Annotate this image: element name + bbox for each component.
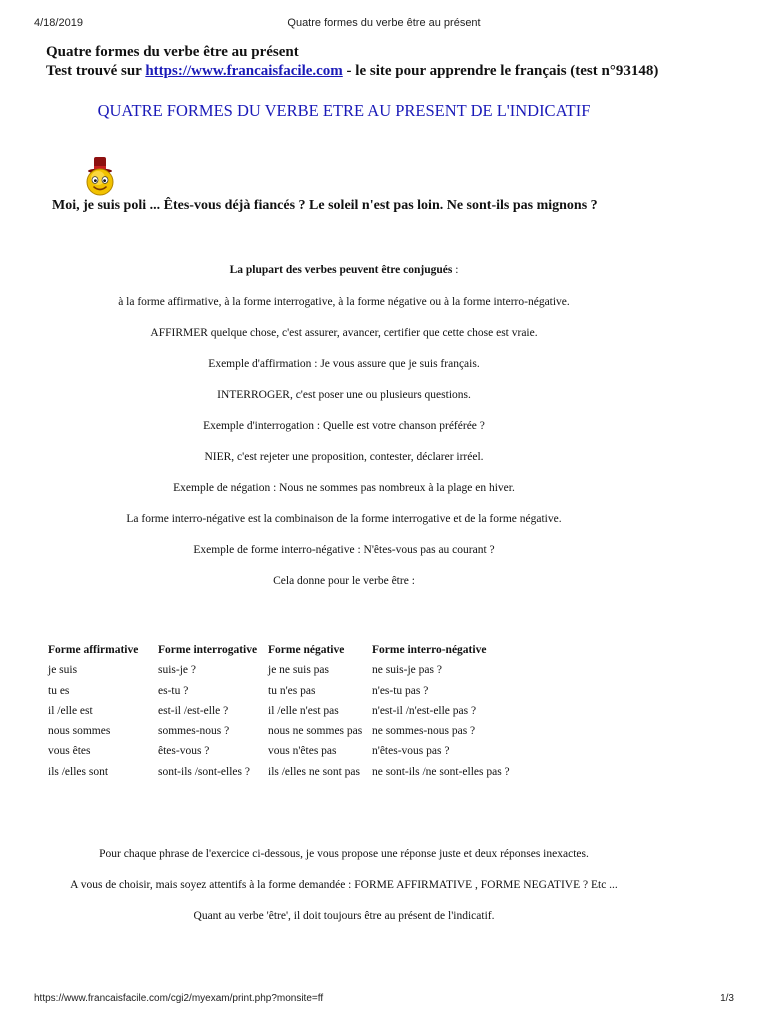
main-heading: QUATRE FORMES DU VERBE ETRE AU PRESENT DE L'INDICATIF: [97, 101, 591, 120]
table-cell: es-tu ?: [158, 684, 189, 697]
example-sentence: Moi, je suis poli ... Êtes-vous déjà fiancés ? Le soleil n'est pas loin. Ne sont-ils pas mignons ?: [52, 198, 598, 213]
source-prefix: Test trouvé sur: [46, 63, 146, 79]
table-cell: suis-je ?: [158, 664, 197, 677]
print-date: 4/18/2019: [34, 17, 83, 29]
intro-heading-colon: :: [452, 264, 459, 276]
page-number: 1/3: [720, 993, 734, 1004]
table-cell: n'êtes-vous pas ?: [372, 745, 450, 758]
table-cell: vous êtes: [48, 745, 91, 758]
intro-paragraph: Exemple de forme interro-négative : N'êtes-vous pas au courant ?: [193, 544, 495, 556]
column-affirmative: [48, 640, 138, 782]
intro-heading-text: La plupart des verbes peuvent être conjugués: [229, 264, 453, 276]
table-cell: êtes-vous ?: [158, 745, 210, 758]
table-cell: sont-ils /sont-elles ?: [158, 765, 250, 778]
table-cell: tu es: [48, 684, 70, 697]
source-line: [46, 62, 658, 81]
site-link[interactable]: https://www.francaisfacile.com: [145, 63, 343, 79]
table-cell: ils /elles ne sont pas: [268, 765, 360, 778]
intro-heading: [0, 264, 688, 276]
table-cell: je ne suis pas: [268, 664, 330, 677]
smiley-top-hat-icon: [80, 155, 120, 197]
table-cell: je suis: [48, 664, 78, 677]
table-cell: vous n'êtes pas: [268, 745, 337, 758]
table-cell: sommes-nous ?: [158, 725, 230, 738]
column-header: Forme négative: [268, 644, 345, 656]
table-cell: nous ne sommes pas: [268, 725, 363, 738]
table-cell: est-il /est-elle ?: [158, 704, 229, 717]
table-cell: il /elle n'est pas: [268, 704, 339, 717]
instruction-paragraph: Quant au verbe 'être', il doit toujours être au présent de l'indicatif.: [193, 910, 495, 922]
intro-paragraph: NIER, c'est rejeter une proposition, contester, déclarer irréel.: [204, 451, 484, 463]
column-header: Forme interro-négative: [372, 644, 487, 656]
table-cell: tu n'es pas: [268, 684, 316, 697]
column-negative: [268, 640, 362, 782]
intro-paragraph: à la forme affirmative, à la forme interrogative, à la forme négative ou à la forme interro-négative.: [118, 296, 570, 308]
intro-paragraph: Exemple d'interrogation : Quelle est votre chanson préférée ?: [203, 420, 485, 432]
table-cell: ne suis-je pas ?: [372, 664, 442, 677]
instruction-paragraph: A vous de choisir, mais soyez attentifs à la forme demandée : FORME AFFIRMATIVE , FORME NEGATIVE ? Etc ...: [70, 879, 618, 891]
instruction-paragraph: Pour chaque phrase de l'exercice ci-dessous, je vous propose une réponse juste et deux réponses inexactes.: [99, 848, 589, 860]
print-title: Quatre formes du verbe être au présent: [287, 17, 481, 29]
title-block: [46, 43, 658, 81]
source-suffix: - le site pour apprendre le français (test n°93148): [342, 63, 659, 79]
intro-paragraph: Exemple de négation : Nous ne sommes pas nombreux à la plage en hiver.: [173, 482, 515, 494]
table-cell: ils /elles sont: [48, 765, 109, 778]
table-cell: n'est-il /n'est-elle pas ?: [372, 704, 477, 717]
table-cell: n'es-tu pas ?: [372, 684, 429, 697]
column-interro-negative: [372, 640, 510, 782]
page-title: Quatre formes du verbe être au présent: [46, 44, 299, 60]
table-cell: ne sont-ils /ne sont-elles pas ?: [372, 765, 510, 778]
print-url: https://www.francaisfacile.com/cgi2/myexam/print.php?monsite=ff: [34, 993, 324, 1004]
intro-paragraph: La forme interro-négative est la combinaison de la forme interrogative et de la forme négative.: [126, 513, 562, 525]
intro-paragraph: Cela donne pour le verbe être :: [273, 575, 415, 587]
intro-paragraph: INTERROGER, c'est poser une ou plusieurs questions.: [217, 389, 471, 401]
column-header: Forme interrogative: [158, 644, 258, 656]
intro-paragraph: Exemple d'affirmation : Je vous assure que je suis français.: [208, 358, 480, 370]
table-cell: il /elle est: [48, 704, 93, 717]
column-interrogative: [158, 640, 257, 782]
intro-paragraph: AFFIRMER quelque chose, c'est assurer, avancer, certifier que cette chose est vraie.: [150, 327, 538, 339]
table-cell: nous sommes: [48, 725, 111, 738]
column-header: Forme affirmative: [48, 644, 139, 656]
table-cell: ne sommes-nous pas ?: [372, 725, 476, 738]
